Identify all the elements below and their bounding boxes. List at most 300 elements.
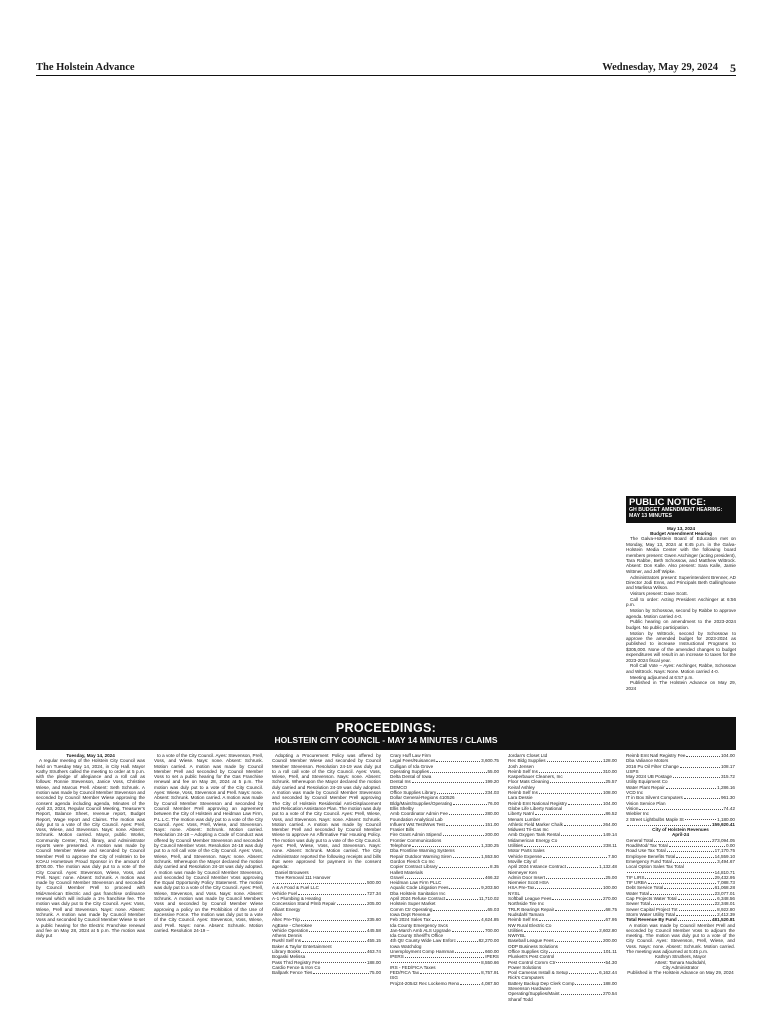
paragraph: Published in The Holstein Advance on May 29, 2024 [627, 970, 734, 976]
leader-dots [679, 907, 717, 911]
claim-name: Emergency Fund Total [626, 858, 672, 864]
leader-dots [436, 758, 480, 762]
claim-amount: 104.00 [720, 753, 735, 758]
paragraph: A regular meeting of the Holstein City Council was held on Tuesday May 14, 2024, in City Hall. Mayor Kathy Struthers called the meeting to order at 5 p.m. with the pledge of allegiance and a roll call as follows: Ronnie Stevenson, Janice Voss, Christine Wiese, and Marcus Prell. Absent: Seth Schrunk. A motion was made by Council Member Stevenson and seconded by Council Member Wiese approving the consent agenda including agenda, Minutes of the April 23, 2024, Regular Council Meeting, Treasurer's Report, Balance Sheet, revenue report, Budget Report, Wage report and Claims. The motion was duly put to a vote of the City Council. Ayes: Prell, Voss, Wiese, and Stevenson. Nays: none. Absent: Schrunk. Motion carried. Mayor, public Works, Community Center, Tool, library, and Administrator reports were presented. A motion was made by Council Member Wiese and seconded by Council Member Prell to approve the City of Holstein to be KOAU Hometown Proud Sponsor in the amount of $700.00. The motion was duly put to a vote of the City Council. Ayes: Stevenson, Wiese, Voss, and Prell. Nays: none. Absent: Schrunk. A motion was made by Council Member Stevenson and seconded by Council Member Prell to proceed with MidAmerican Electric and gas franchise ordinance renewal which will include a 1% franchise fee. The motion was duly put to the City Council. Ayes: Voss, Wiese, Prell and Stevenson. Nays: none. Absent: Schrunk. A motion was made by Council Member Voss and seconded by Council Member Wiese to set a public hearing for the Electric Franchise renewal and fee on May 28, 2024 at 5 p.m. The motion was duly put [36, 758, 145, 939]
claim-amount: 1,180.00 [717, 816, 735, 822]
claim-name: Wiebler Inc [626, 811, 649, 817]
claim-amount: 1,132.48 [599, 864, 617, 870]
claim-name: Pest Control Comm Ctr [508, 959, 556, 965]
claim-name: Cap Projects Water Total [626, 896, 677, 902]
leader-dots [420, 970, 480, 974]
leader-dots [567, 864, 598, 868]
claim-name: TRLR Bearings Repair [508, 906, 555, 912]
claim-name: DEMCO [390, 784, 408, 790]
claim-name: TIF URBA [626, 880, 647, 886]
claim-amount: 67.95 [605, 917, 617, 923]
leader-dots [678, 896, 717, 900]
claim-name: Copier Contract Library [390, 864, 438, 870]
column-4-claims [390, 753, 499, 986]
claim-name: Utility Equipment Co [626, 779, 668, 785]
leader-dots [453, 854, 480, 858]
leader-dots [412, 843, 480, 847]
revenues-title: City of Holstein Revenues [652, 827, 709, 833]
leader-dots [650, 891, 714, 895]
leader-dots [273, 880, 366, 884]
paragraph: Adopting a Procurement Policy was offered by Council Member Wiese and seconded by Council Member Stevenson. Resolution 24-19 was duly put to a roll call vote of the City Council. Ayes: Voss, Wiese, Prell, and Stevenson. Nays: none. Absent: Schrunk. Whereupon the Mayor declared the motion duly carried and Resolution 24-19 was duly adopted. A motion was made by Council Member Stevenson and seconded by Council Member Prell approving The City of Holstein Residential Anti-Displacement and Relocation Assistance Plan. The motion was duly put to a vote of the City Council. Ayes: Prell, Wiese, Voss, and Stevenson. Nays: none. Absent: Schrunk. Motion carried. A motion was made by Council Member Prell and seconded by Council Member Wiese to approve An Affirmative Fair Housing Policy. The motion was duly put to a vote of the City Council. Ayes: Prell, Wiese, Voss, and Stevenson. Nays: none. Absent: Schrunk. Motion carried. The City Administrator reported the following receipts and bills that were approved for payment in the consent agenda: [272, 753, 381, 870]
leader-dots [673, 774, 720, 778]
claim-name: FED/FICA Tax [390, 970, 420, 976]
claim-name: Sewer Capital Project Tot [626, 906, 678, 912]
claim-amount: 205.00 [366, 901, 381, 907]
leader-dots [298, 891, 366, 895]
leader-dots [645, 875, 713, 879]
claim-name: Altec Pre-Trip [272, 917, 300, 923]
claim-amount: 727.34 [366, 890, 381, 896]
claim-name: Legal Fees/Nuisances [390, 758, 436, 764]
leader-dots [651, 901, 714, 905]
claim-name: Dollar General-Regions 410526 [390, 795, 455, 801]
column-4 [390, 753, 499, 1011]
claim-amount: 1,286.16 [717, 784, 735, 790]
claim-name: Total Revenue By Fund [626, 917, 677, 923]
leader-dots [673, 859, 716, 863]
claim-name: Fire Grant Admin Stipend [390, 832, 442, 838]
leader-dots [669, 843, 725, 847]
claim-name: 2016 Pu Oil Filter Change [626, 763, 679, 769]
claim-amount: 961.30 [720, 795, 735, 801]
claim-amount: 7,088.73 [717, 880, 735, 886]
paragraph: Public hearing on amendment to the 2023-2024 budget. No public participation. [626, 619, 736, 630]
claim-name: Jan-March Amb ALS Upgrade [390, 927, 451, 933]
leader-dots [680, 764, 720, 768]
claim-name: April 2024 Refuse Contract [390, 896, 446, 902]
claim-name: Reimb Self Ins [508, 917, 538, 923]
leader-dots [555, 907, 604, 911]
claim-name: A & A Food & Fuel LLC [272, 885, 319, 891]
leader-dots [437, 790, 484, 794]
claim-amount: 238.11 [603, 843, 617, 849]
claim-amount: 280.00 [484, 811, 499, 817]
claim-name: Reimb Emt Natl Registry Fee [626, 753, 686, 758]
claim-amount: 75.00 [369, 970, 381, 976]
leader-dots [449, 811, 484, 815]
claim-name: Niemeyer Ken [508, 869, 538, 875]
claim-name: Utilities [508, 843, 523, 849]
revenues-subtitle: April-24 [671, 832, 690, 838]
paragraph: to a vote of the City Council. Ayes: Stevenson, Prell, Voss, and Wiese. Nays: none. Absent: Schrunk. Motion carried. A motion was made by Council Member Prell and seconded by Council Member Voss to set a public hearing for the Gas Franchise renewal and fee on May 28, 2024 at 5 p.m. The motion was duly put to a vote of the City Council. Ayes: Wiese, Voss, Stevenson and Prell. Nays: none. Absent: Schrunk. Motion carried. A motion was made by Council Member Stevenson and seconded by Council Member Prell approving an agreement between the City of Holstein and Heidman Law Firm, P.L.L.C. The motion was duly put to a vote of the City Council. Ayes: Voss, Prell, Wiese, and Stevenson. Nays: none. Absent: Schrunk. Motion carried. Resolution 24-18 – Adopting a Code of Conduct was offered by Council Member Stevenson and seconded by Council Member Voss. Resolution 24-18 was duly put to a roll call vote of the City Council. Ayes: Voss, Wiese, Prell, and Stevenson. Nays: none. Absent: Schrunk. Whereupon the Mayor declared the motion duly carried and Resolution 24-18 was duly adopted. A motion was made by Council Member Stevenson, and seconded by Council Member Voss approving the Equal Opportunity Policy Statement. The motion was duly put to a vote of the City Council. Ayes: Prell, Wiese, Stevenson, and Voss. Nays: none. Absent: Schrunk. A motion was made by Council Members Voss and seconded by Council Member Wiese approving a policy on the Prohibition of the Use of Excessive Force. The motion was duly put to a vote of the City Council. Ayes: Stevenson, Voss, Wiese, and Prell. Nays: none. Absent: Schrunk. Motion carried. Resolution 24-19 – [154, 753, 263, 933]
claim-name: Heidman Law Firm PLLC [390, 880, 442, 886]
claim-name: A-1 Plumbing & Heating [272, 896, 322, 902]
claim-name: Debt Service Total [626, 885, 664, 891]
claim-name: Midamerican Energy Co [508, 837, 558, 843]
claim-amount: 200.00 [484, 832, 499, 838]
claim-amount: 61,068.28 [714, 885, 735, 891]
paragraph: Roll Call Vote – Ayes: Aschinger, Rabbe, Schossow and Wittrock. Nays: None. Motion carried 4-0. [626, 663, 736, 674]
notice-header [626, 496, 736, 523]
claim-amount: 200.00 [602, 938, 617, 944]
claim-name: Stevenson Hardware [508, 986, 551, 992]
claim-amount: 86.52 [605, 811, 617, 817]
claim-name: Softball League Fees [508, 896, 552, 902]
claim-amount: 310.00 [602, 768, 617, 774]
paragraph: Motion by Wittrock, second by Schossow to approve the amended budget for 2023-2024 as published to increase Instructional Programs to $305,000. None of the amended changes to budget expenditures will result in an increase to taxes for the 2023-2024 fiscal year. [626, 630, 736, 663]
claim-amount: 700.00 [484, 927, 499, 933]
claim-amount: 1,330.25 [481, 843, 499, 849]
leader-dots [460, 981, 480, 985]
notice-title: PUBLIC NOTICE: [629, 497, 707, 508]
claim-name: Vehicle Expense [508, 853, 542, 859]
claim-row [508, 997, 617, 1002]
issue-date: Wednesday, May 29, 2024 [602, 62, 718, 73]
notice-body [626, 523, 736, 692]
claim-name: Iowa Dept Revenue [390, 911, 431, 917]
claim-name: Motor Parts Sales [508, 848, 545, 854]
claim-amount: 4,087.50 [481, 980, 499, 986]
paragraph: The Galva-Holstein Board of Education met on Monday, May 13, 2024 at 6:45 p.m. in the Galva-Holstein Media Center with the following board members present: Gwen Aschinger (acting president), Tara Rabbe, Beth Schossow, and Matthew Wittrock. Absent: Don Kalle. Also present: Sara Kalle, Jamie Wittmer, and Jeff Wipke. [626, 536, 736, 574]
claim-name: Gordon Flesch Co Inc [390, 858, 435, 864]
claim-amount: 455.15 [366, 938, 381, 944]
claim-amount: 315.72 [720, 774, 735, 780]
claim-name: AgEase - Cherokee [272, 922, 313, 928]
claim-amount: 234.03 [484, 790, 499, 796]
claim-amount: 68.75 [605, 906, 617, 912]
claim-amount: 100.00 [602, 885, 617, 891]
leader-dots [575, 981, 602, 985]
notice-subtitle: GH BUDGET AMENDMENT HEARING: MAY 13 MINUTES [629, 507, 723, 519]
leader-dots [453, 801, 486, 805]
leader-dots [556, 960, 604, 964]
claim-name: HSA Pre-Tax [508, 885, 535, 891]
claim-amount: 2,602.80 [599, 927, 617, 933]
claim-amount: 54.30 [605, 959, 617, 965]
claim-name: Nudsdahl Tamara [508, 911, 544, 917]
claim-name: Holstein Super Market [390, 901, 436, 907]
claim-name: Foundation Analytical Lab [390, 816, 443, 822]
paragraph: Visitors present: Dave Scott. [630, 591, 688, 597]
notice-heading: Budget Amendment Hearing [650, 531, 712, 536]
claim-name: Plunkett's Pest Control [508, 954, 555, 960]
leader-dots [627, 822, 711, 826]
leader-dots [452, 928, 484, 932]
leader-dots [686, 753, 719, 757]
claim-name: IT in Box Silvent Computers [626, 795, 683, 801]
claim-amount: 235.60 [366, 917, 381, 923]
claim-name: Telephone [390, 843, 412, 849]
column-3-claims [272, 880, 381, 975]
claim-amount: 445.58 [366, 927, 381, 933]
column-6 [626, 753, 735, 1011]
claim-amount: IPERS [485, 954, 499, 960]
claim-name: Cardio Fence & Iron Co [272, 964, 321, 970]
claim-name: Reimb Emt National Registry [508, 800, 567, 806]
leader-dots [547, 758, 602, 762]
claim-amount: 22,348.01 [714, 901, 735, 907]
leader-dots [676, 854, 713, 858]
leader-dots [301, 949, 366, 953]
claim-name: Ballpark Fence Ties [272, 970, 313, 976]
meeting-date: Tuesday, May 14, 2024 [66, 753, 115, 758]
leader-dots [555, 938, 602, 942]
claim-name: Crary Huff Law Firm [390, 753, 432, 758]
leader-dots [561, 991, 602, 995]
proceedings-title: PROCEEDINGS: [335, 721, 437, 735]
claim-name: Rick's Computers [508, 975, 544, 981]
claim-name: Vision [626, 805, 639, 811]
column-3-text [272, 753, 381, 880]
public-notice [626, 496, 736, 692]
column-5 [508, 753, 617, 1011]
column-5-claims [508, 753, 617, 1002]
claim-name: Library Books [272, 948, 301, 954]
leader-dots [302, 938, 366, 942]
claim-name: Athletic Field Marker Chalk [508, 821, 563, 827]
claim-name: April 2024 Instance Contract [508, 864, 566, 870]
claim-amount: 8,550.66 [481, 959, 499, 965]
claim-amount: 23,077.01 [714, 890, 735, 896]
claim-amount: 270.00 [602, 896, 617, 902]
claim-amount: 11,710.02 [478, 896, 499, 902]
claim-name: Liberty Natnl [508, 811, 534, 817]
claim-name: VCD Inc [626, 790, 644, 796]
paragraph: Motion by Schossow, second by Rabbe to approve agenda. Motion carried 4-0. [626, 608, 736, 619]
leader-dots [405, 875, 484, 879]
claim-amount: 4,624.85 [481, 917, 499, 923]
column-1 [36, 753, 145, 1011]
claim-amount: 264.00 [602, 821, 617, 827]
closing-text [626, 923, 735, 976]
claim-amount: 6,162.44 [599, 970, 617, 976]
claim-name: Ida County Emergency Svcs [390, 922, 448, 928]
claim-name: Vehicle Operation [272, 927, 309, 933]
claim-amount: 6,348.56 [717, 896, 735, 902]
claim-name: Dental Ins [390, 779, 411, 785]
leader-dots [446, 822, 484, 826]
claim-name: IPERS [390, 954, 404, 960]
claim-name: Pass Thrd Registry Fee [272, 959, 321, 965]
paragraph: Kathryn Struthers, Mayor [654, 954, 707, 960]
claim-amount: 463.74 [366, 948, 381, 954]
leader-dots [321, 960, 366, 964]
claim-name: 2 Street Lightbulbs Maple St [626, 816, 684, 822]
claim-name: Office Supplies City [508, 948, 549, 954]
masthead-rule [36, 75, 736, 76]
claim-amount: 108.00 [602, 790, 617, 796]
page-number: 5 [730, 61, 736, 75]
claim-row [390, 981, 499, 986]
claim-amount: 108.17 [720, 763, 735, 769]
claim-name: Concession Stand Plmb Repair [272, 901, 336, 907]
masthead [36, 62, 736, 76]
leader-dots [550, 779, 604, 783]
claim-amount: 8,757.91 [481, 970, 499, 976]
claim-name: Bldg/Maint/Supplies/Operating [390, 800, 453, 806]
claim-amount: 14,810.71 [714, 869, 735, 875]
notice-date: May 13, 2024 [666, 525, 696, 531]
leader-dots [654, 838, 711, 842]
leader-dots [561, 832, 602, 836]
claim-name: Storm Water Utility Total [626, 911, 676, 917]
claim-amount: 159,920.41 [712, 821, 735, 827]
claim-amount: 466.32 [484, 874, 499, 880]
claim-name: Ida County Sheriff's Office [390, 933, 444, 939]
paragraph: Meeting adjourned at 6:57 p.m. [630, 674, 694, 680]
claim-name: Admin Door Insert [508, 874, 546, 880]
claim-name: Kasperbauer Cleaners, Inc [508, 774, 563, 780]
claim-name: Altec [272, 911, 283, 917]
claim-amount: 270.54 [602, 991, 617, 997]
column-1-text [36, 758, 145, 938]
leader-dots [667, 848, 714, 852]
claim-amount: 7.50 [608, 853, 617, 859]
leader-dots [546, 875, 604, 879]
claim-name: Bogaski Melissa [272, 954, 306, 960]
claim-name: Baseball League Fees [508, 938, 554, 944]
claim-amount: 188.00 [602, 980, 617, 986]
leader-dots [391, 960, 480, 964]
column-2-text [154, 753, 263, 933]
publication-name: The Holstein Advance [36, 62, 135, 73]
claim-name: Operating/Supplies/Maint [508, 991, 560, 997]
claim-name: Water Total [626, 890, 649, 896]
leader-dots [539, 790, 602, 794]
leader-dots [524, 843, 602, 847]
claim-amount: 9,203.50 [481, 885, 499, 891]
leader-dots [313, 970, 368, 974]
claim-name: Influent Wst Test/Wws Test [390, 821, 445, 827]
leader-dots [457, 938, 478, 942]
claim-name: Frasier Bills [390, 827, 414, 833]
leader-dots [568, 801, 602, 805]
claim-name: Vehicle Fuel [272, 890, 298, 896]
claim-name: Northside Tire Inc [508, 901, 544, 907]
claim-name: General Total [626, 837, 654, 843]
leader-dots [443, 832, 484, 836]
claim-amount: 74.42 [723, 805, 735, 811]
claim-name: Water Plant Repair [626, 784, 665, 790]
claim-name: Operating Supplies [390, 768, 430, 774]
claim-name: Rec Bldg Supplies [508, 758, 546, 764]
claim-name: TIF LIRS [626, 874, 645, 880]
claim-name: Dba Holstein Sanitation Inc [390, 890, 446, 896]
leader-dots [337, 901, 366, 905]
claim-name: Pool Cameras Install & Setup [508, 970, 569, 976]
leader-dots [433, 907, 486, 911]
claim-name: NWIYBL [508, 933, 526, 939]
leader-dots [301, 917, 366, 921]
claim-name: Rwshl Self Ins [272, 938, 302, 944]
claim-name: Vision Service Plan [626, 800, 666, 806]
claim-row [272, 970, 381, 975]
leader-dots [405, 954, 484, 958]
paragraph: Administrators present: Superintendent Brenner, AD Director Jodi Enns, and Principals Beth Gallinghouse and Marlissa Wilson. [626, 574, 736, 591]
claim-name: Battery Backup Dep Clerk Comp [508, 980, 575, 986]
leader-dots [627, 870, 714, 874]
claim-name: Iowa Watchdog [390, 943, 422, 949]
claim-name: Amb Oxygen Tank Rental [508, 832, 561, 838]
claim-amount: 188.00 [366, 959, 381, 965]
claim-amount: 2,412.39 [717, 911, 735, 917]
claim-name: Ellis Shelby [390, 805, 414, 811]
claim-amount: 128.00 [602, 758, 617, 764]
leader-dots [685, 817, 716, 821]
claim-amount: 481,520.81 [712, 917, 735, 923]
leader-dots [535, 811, 605, 815]
claim-name: Road Use Tax Total [626, 848, 666, 854]
claim-amount: 104.00 [602, 800, 617, 806]
claim-name: Frontier Communications [390, 837, 442, 843]
leader-dots [569, 970, 598, 974]
leader-dots [549, 949, 602, 953]
claim-name: Utilities [508, 927, 523, 933]
column-3 [272, 753, 381, 1011]
claim-name: Repair Outdoor Warning Siren [390, 853, 452, 859]
claim-name: Niemeier Scott HSA [508, 880, 549, 886]
claim-amount: 273,094.05 [712, 837, 735, 843]
claim-name: Power Solutions [508, 964, 542, 970]
claim-name: Sewer Total [626, 901, 650, 907]
claim-amount: 65.03 [487, 906, 499, 912]
claim-amount: 0.00 [726, 843, 735, 849]
leader-dots [432, 917, 481, 921]
paragraph: Tree Removal 111 Hanover [275, 874, 331, 880]
claim-name: IRS - FED/FICA Taxes [390, 964, 436, 970]
claim-amount: 149.14 [602, 832, 617, 838]
claim-name: Amb Coordinator Admin Fee [390, 811, 448, 817]
leader-dots [678, 917, 711, 921]
claim-name: NW Rural Electric Co [508, 922, 552, 928]
claim-name: Unemployment Comp Hamman [390, 948, 455, 954]
claim-name: ISG [390, 975, 398, 981]
claim-amount: 3,600.75 [481, 758, 499, 764]
claim-amount: 660.00 [484, 948, 499, 954]
leader-dots [535, 885, 602, 889]
leader-dots [539, 769, 602, 773]
claim-name: Midwest Tri-Gas Inc [508, 827, 549, 833]
claim-name: Dba Frontline Warning Systems [390, 848, 455, 854]
claim-amount: 101.11 [603, 948, 617, 954]
claim-name: 4th Qtr County Wide Law Enforc [390, 938, 456, 944]
leader-dots [648, 880, 716, 884]
leader-dots [676, 912, 716, 916]
claim-amount: 29,432.95 [714, 874, 735, 880]
paragraph: A motion was made by Council Member Prell and seconded by Council Member Voss to adjourn the meeting. The motion was duly put to a vote of the City Council. Ayes: Stevenson, Prell, Wiese, and Voss. Nays: none. Absent: Schrunk. Motion carried. The meeting was adjourned at 5:45 p.m. [626, 922, 735, 954]
claim-name: Lara Dessie [508, 795, 533, 801]
claim-name: Reimb Self Ins [508, 790, 538, 796]
paragraph: Attest: Tamara Nudsdahl, [654, 959, 707, 965]
claim-amount: 8.35 [490, 864, 499, 870]
column-2 [154, 753, 263, 1011]
claim-name: Aqualic Code Litigation Fees [390, 885, 449, 891]
claim-amount: 55.00 [487, 768, 499, 774]
leader-dots [455, 949, 484, 953]
leader-dots [552, 896, 602, 900]
proceedings-header [36, 717, 736, 750]
claim-name: Baker & Taylor Entertainment [272, 943, 332, 949]
revenues-list [626, 838, 735, 923]
leader-dots [446, 896, 478, 900]
claim-name: Hallett Materials [390, 869, 423, 875]
claim-name: Keiraf Ashley [508, 784, 535, 790]
paragraph: City Administrator [662, 964, 699, 970]
claim-amount: 17,170.75 [714, 848, 735, 854]
claim-amount: 8,922.80 [717, 906, 735, 912]
claim-amount: 199.20 [484, 779, 499, 785]
paragraph: Call to order: Acting President Aschinger at 6:56 p.m. [626, 597, 736, 608]
leader-dots [543, 854, 607, 858]
leader-dots [666, 785, 716, 789]
claim-amount: 25.00 [605, 874, 617, 880]
claim-name: Moville City of [508, 858, 537, 864]
